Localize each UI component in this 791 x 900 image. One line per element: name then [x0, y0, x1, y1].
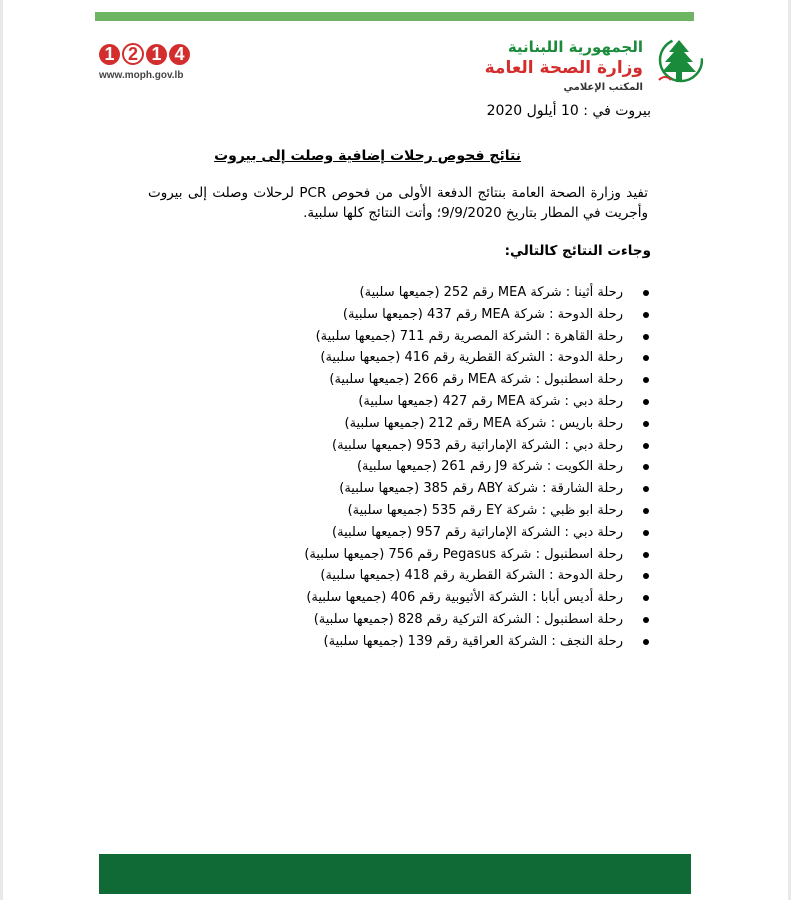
hotline-digit: 2 [122, 43, 144, 65]
list-item: رحلة اسطنبول : الشركة التركية رقم 828 (جميعها سلبية) [263, 609, 623, 631]
list-item: رحلة دبي : الشركة الإماراتية رقم 953 (جميعها سلبية) [263, 435, 623, 457]
list-item: رحلة اسطنبول : شركة Pegasus رقم 756 (جميعها سلبية) [263, 544, 623, 566]
website-url: www.moph.gov.lb [99, 70, 184, 81]
ministry-name-line1: الجمهورية اللبنانية [507, 38, 643, 56]
results-heading: وجاءت النتائج كالتالي: [504, 243, 651, 259]
list-item: رحلة أثينا : شركة MEA رقم 252 (جميعها سلبية) [263, 282, 623, 304]
list-item: رحلة اسطنبول : شركة MEA رقم 266 (جميعها سلبية) [263, 369, 623, 391]
page-frame-left [0, 0, 3, 900]
hotline-logo [99, 43, 192, 65]
intro-paragraph: تفيد وزارة الصحة العامة بنتائج الدفعة الأولى من فحوص PCR لرحلات وصلت إلى بيروت وأجريت في المطار بتاريخ 9/9/2020؛ وأتت النتائج كلها سلبية. [148, 185, 649, 221]
hotline-digit: 1 [146, 44, 167, 65]
hotline-digit: 4 [169, 44, 190, 65]
footer-green-bar [99, 854, 691, 894]
list-item: رحلة القاهرة : الشركة المصرية رقم 711 (جميعها سلبية) [263, 326, 623, 348]
cedar-icon [655, 36, 703, 88]
list-item: رحلة دبي : الشركة الإماراتية رقم 957 (جميعها سلبية) [263, 522, 623, 544]
results-list [263, 282, 651, 653]
list-item: رحلة أديس أبابا : الشركة الأثيوبية رقم 406 (جميعها سلبية) [263, 587, 623, 609]
list-item: رحلة دبي : شركة MEA رقم 427 (جميعها سلبية) [263, 391, 623, 413]
document-date: بيروت في : 10 أيلول 2020 [486, 103, 651, 119]
list-item: رحلة الدوحة : الشركة القطرية رقم 416 (جميعها سلبية) [263, 347, 623, 369]
press-office-label: المكتب الإعلامي [563, 82, 643, 93]
ministry-name-line2: وزارة الصحة العامة [484, 58, 643, 78]
list-item: رحلة النجف : الشركة العراقية رقم 139 (جميعها سلبية) [263, 631, 623, 653]
document-title: نتائج فحوص رحلات إضافية وصلت إلى بيروت [214, 148, 521, 164]
list-item: رحلة ابو ظبي : شركة EY رقم 535 (جميعها سلبية) [263, 500, 623, 522]
list-item: رحلة الدوحة : شركة MEA رقم 437 (جميعها سلبية) [263, 304, 623, 326]
hotline-digit: 1 [99, 44, 120, 65]
header-green-bar [95, 12, 694, 21]
ministry-logo [443, 36, 703, 96]
list-item: رحلة باريس : شركة MEA رقم 212 (جميعها سلبية) [263, 413, 623, 435]
list-item: رحلة الدوحة : الشركة القطرية رقم 418 (جميعها سلبية) [263, 565, 623, 587]
list-item: رحلة الشارقة : شركة ABY رقم 385 (جميعها سلبية) [263, 478, 623, 500]
list-item: رحلة الكويت : شركة J9 رقم 261 (جميعها سلبية) [263, 456, 623, 478]
